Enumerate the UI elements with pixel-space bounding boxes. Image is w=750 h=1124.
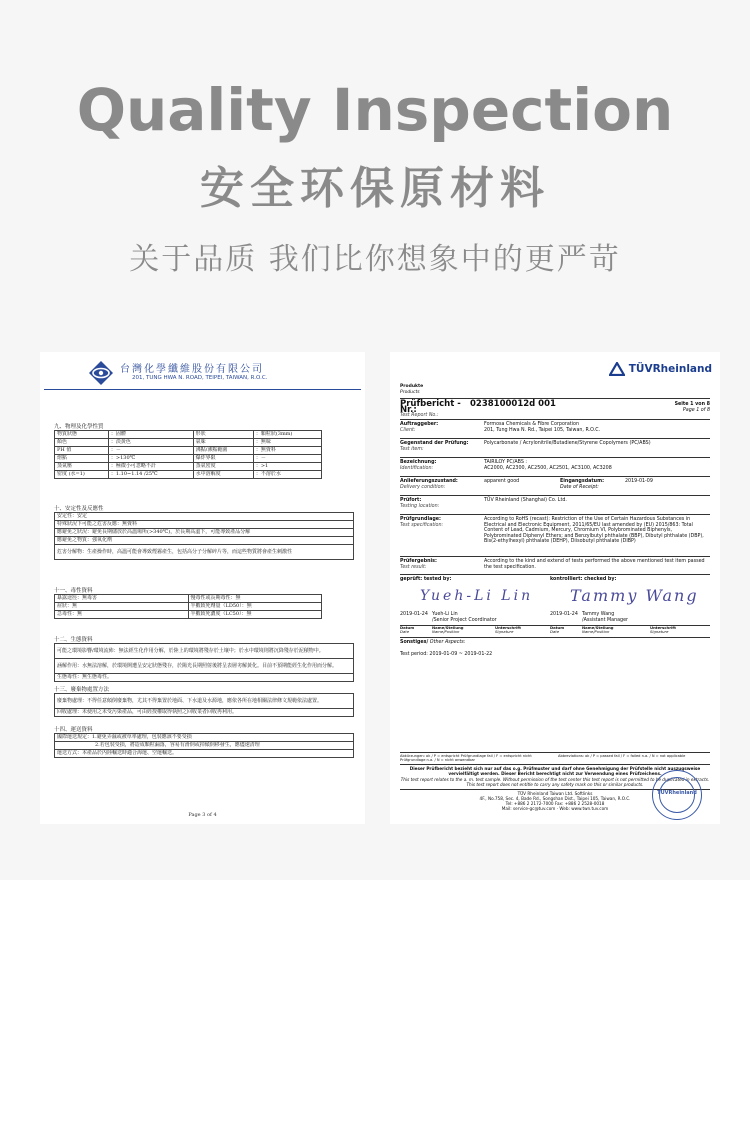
table-cell: 密度 (水=1) (55, 471, 109, 479)
table-row (55, 750, 354, 758)
item-label-en: Test item: (400, 446, 424, 452)
receipt-de: Eingangsdatum: (560, 479, 605, 484)
location-value: TÜV Rheinland (Shanghai) Co. Ltd. (484, 498, 567, 503)
disclaimer-de: Dieser Prüfbericht bezieht sich nur auf das o.g. Prüfmuster und darf ohne Genehmigung der Prüfstelle nicht auszugsweise vervielfältigt werden. Dieser Bericht berechtigt nicht zur Verwendung eines Prüfzeichens. (409, 766, 701, 776)
divider (400, 457, 710, 458)
table-row (55, 595, 322, 603)
table-cell: 爆炸界限 (193, 455, 253, 463)
table-row (55, 447, 322, 455)
signature-header (400, 625, 710, 635)
table-cell: 熔點 (55, 455, 109, 463)
hero-title-cn: 安全环保原材料 (200, 163, 550, 214)
table-row (55, 439, 322, 447)
table-row (55, 471, 322, 479)
section-14-title: 十四、運送資料 (54, 727, 93, 733)
table-cell: 物質狀態 (55, 431, 109, 439)
section-9-title: 九、物理及化學性質 (54, 424, 104, 430)
section-12-table (54, 643, 354, 682)
abbr-de: Abkürzungen: ok / P = entspricht Prüfgrundlage fail / F = entspricht nicht Prüfgrundlage n.a. / N = nicht anwendbar (400, 754, 532, 763)
table-cell: 暴露途徑：無毒害 (55, 595, 189, 603)
table-cell: 生態毒性：無生態毒性。 (55, 674, 354, 682)
divider (400, 574, 710, 575)
table-cell: 回收處理：未使用之未受污染產品，可由經授權取得執照之回收業者回收再利用。 (55, 709, 354, 717)
table-cell: 顏色 (55, 439, 109, 447)
stamp-text: TÜVRheinland (657, 790, 697, 796)
divider (400, 514, 710, 515)
table-cell: 涵解作用：水無法溶解，於環境開遭呈安定狀態殘存，於陽光長期照射後將呈表層劣解黃化。目前不預期能經生化作用而分解。 (55, 659, 354, 674)
table-cell: 水中溶解度 (193, 471, 253, 479)
company-name: 台灣化學纖維股份有限公司 (120, 364, 264, 375)
table-cell: ：1.10~1.14 /25℃ (108, 471, 193, 479)
section-10-title: 十、安定性及反應性 (54, 506, 104, 512)
table-cell: ：－ (253, 455, 321, 463)
other-label-en: Other Aspects: (429, 640, 466, 645)
table-row (55, 674, 354, 682)
hero-subtitle: 关于品质 我们比你想象中的更严苛 (129, 242, 621, 277)
msds-document (40, 352, 365, 824)
test-item-value: Polycarbonate / Acrylonitrile/Butadiene/Styrene Copolymers (PC/ABS) (484, 441, 651, 446)
ident-label-en: Identification: (400, 465, 434, 471)
hdr-date-en: Date (400, 629, 410, 635)
report-number-row (400, 399, 710, 419)
page-indicator (675, 402, 710, 413)
receipt-en: Date of Receipt: (560, 484, 599, 490)
receipt-date: 2019-01-09 (625, 479, 653, 484)
disclaimer-en: This test report relates to the a. m. test sample. Without permission of the test center this test report is not permitted to be duplicated in extracts. This test report does not entitle to carry any safety mark on this or similar products. (400, 777, 710, 787)
table-cell: 國際運送規定：1.避免弄濕或被草率處理，包裝應該不要受損 (55, 734, 354, 742)
footer-line-3: Tel: +886 2 2172-7000 Fax: +886 2 2528-0018 (505, 801, 605, 806)
table-row (55, 545, 354, 560)
hdr-date: Datum (400, 625, 415, 630)
tuv-logo (609, 362, 712, 376)
signer-details (400, 612, 710, 623)
table-cell: 特殊狀況下可能之危害反應：無資料 (55, 521, 354, 529)
table-cell: 急毒性：無 (55, 611, 189, 619)
table-cell: 應避免之狀況：避免長期儲放於高溫場所(>340℃)，於長期高溫下，可能導致產品分解 (55, 529, 354, 537)
test-report-document (390, 352, 720, 824)
footer-line-4: Mail: service-gc@tuv.com · Web: www.twn.tuv.com (501, 806, 609, 811)
table-cell: 安定性：安定 (55, 513, 354, 521)
divider (400, 476, 710, 477)
table-cell: ：>130℃ (108, 455, 193, 463)
cond-label-en: Delivery condition: (400, 484, 446, 490)
client-label-en: Client: (400, 427, 416, 433)
table-row (55, 644, 354, 659)
table-row (55, 734, 354, 742)
table-cell: 蒸氣密度 (193, 463, 253, 471)
table-row (55, 659, 354, 674)
table-row (55, 513, 354, 521)
identification-value: TAIRILOY PC/ABS : AC2000, AC2300, AC2500, AC2501, AC3100, AC3208 (484, 460, 612, 471)
item-label: Gegenstand der Prüfung: (400, 441, 469, 446)
footer-line-2: 4F., No.758, Sec. 4, Bade Rd., Songshan Dist., Taipei 105, Taiwan, R.O.C. (479, 796, 631, 801)
section-10-table (54, 512, 354, 560)
other-label: Sonstiges/ (400, 640, 429, 645)
divider (400, 752, 710, 753)
report-label-en: Test Report No.: (400, 413, 439, 419)
table-cell: ：>1 (253, 463, 321, 471)
hdr-name: Name/Stellung (432, 625, 464, 630)
signer-role-2: /Assistant Manager (582, 617, 629, 623)
client-value: Formosa Chemicals & Fibre Corporation 201, Tung Hwa N. Rd., Taipei 105, Taiwan, R.O.C. (484, 422, 601, 433)
divider (400, 438, 710, 439)
signer-name-2: Tammy Wang (582, 612, 615, 617)
page-number: Page 3 of 4 (188, 812, 217, 818)
company-logo-icon (88, 360, 114, 386)
sign-date-2: 2019-01-24 (550, 612, 578, 617)
table-cell: 蒸氣壓 (55, 463, 109, 471)
loc-label: Prüfort: (400, 498, 422, 503)
section-12-title: 十二、生態資料 (54, 637, 93, 643)
certification-stamp (652, 770, 702, 820)
divider (400, 419, 710, 420)
table-row (55, 463, 322, 471)
page-de: Seite 1 von 8 (674, 402, 710, 407)
table-cell: 危害分解物：生產操作時，高溫可能會導致煙霧產生，包括高分子分解碎片等，而這些物質將會產生刺激性 (55, 545, 354, 560)
specification-value: According to RoHS (recast): Restriction of the Use of Certain Hazardous Substances in Electrical and Electronic Equipment, 2011/65/EU last amended by (EU) 2015/863: Total Content of Lead, Cadmium, Mercury, Chromium VI, Polybrominated Biphenyls, Polybrominated Diphenyl Ethers; and Benzylbutyl phthalate (BBP), Dibutyl phthalate (DBP), Bis(2-ethylhexyl) phthalate (DEHP), Diisobutyl phthalate (DIBP) (484, 517, 704, 545)
delivery-value: apparent good (484, 479, 520, 484)
divider (400, 495, 710, 496)
table-cell: ：無資料 (253, 447, 321, 455)
hdr-sign: Unterschrift (495, 625, 521, 630)
table-row (55, 529, 354, 537)
loc-label-en: Testing location: (400, 503, 440, 509)
hdr-name-2: Name/Stellung (582, 625, 614, 630)
section-13-title: 十三、廢棄物處置方法 (54, 687, 110, 693)
table-row (55, 709, 354, 717)
section-11-title: 十一、毒性資料 (54, 588, 93, 594)
result-label-en: Test result: (400, 564, 427, 570)
table-row (55, 455, 322, 463)
signer-name-1: Yueh-Li Lin (432, 612, 458, 617)
tested-by-label: geprüft: tested by: (400, 577, 452, 582)
table-cell: 氣味 (193, 439, 253, 447)
divider (400, 637, 710, 638)
table-cell: 半數致死濃度（LC50）：無 (188, 611, 322, 619)
hdr-sign-en: Signature (495, 629, 514, 635)
signature-2: Tammy Wang (570, 586, 699, 605)
hdr-name-en: Name/Position (432, 629, 460, 635)
company-address: 201, TUNG HWA N. ROAD, TEIPEI, TAIWAN, R.O.C. (132, 375, 268, 381)
table-cell: ：極微小可忽略不計 (108, 463, 193, 471)
table-cell: ：不溶於水 (253, 471, 321, 479)
tuv-brand: TÜVRheinland (628, 363, 712, 375)
report-number: 0238100012d 001 (470, 399, 556, 409)
table-cell: ：淡黃色 (108, 439, 193, 447)
products-en: Products (400, 389, 420, 395)
letterhead-divider (44, 389, 361, 390)
result-value: According to the kind and extend of tests performed the above mentioned test item passed the test specification. (484, 559, 705, 570)
page-en: Page 1 of 8 (682, 407, 710, 413)
hdr-sign-2: Unterschrift (650, 625, 676, 630)
divider (400, 764, 710, 765)
table-cell: 半數致死劑量（LD50）：無 (188, 603, 322, 611)
hero-title-en: Quality Inspection (76, 76, 674, 144)
hdr-name-en-2: Name/Position (582, 629, 610, 635)
table-row (55, 537, 354, 545)
abbr-en: Abbreviations: ok / P = passed fail / F = failed n.a. / N = not applicable (558, 754, 686, 758)
spec-label: Prüfgrundlage: (400, 517, 441, 522)
result-label: Prüfergebnis: (400, 559, 437, 564)
client-label: Auftraggeber: (400, 422, 439, 427)
table-cell: 應避免之物質：強氧化劑 (55, 537, 354, 545)
table-cell: 運送方式：本產品於內陸輸送時適合海運、空運輸送。 (55, 750, 354, 758)
footer-line-1: TÜV Rheinland Taiwan Ltd. Softlinks (517, 791, 593, 796)
report-label-de: Prüfbericht - Nr.: (400, 399, 461, 415)
table-cell: 症狀：無 (55, 603, 189, 611)
section-13-table (54, 693, 354, 717)
spec-label-en: Test specification: (400, 522, 444, 528)
table-cell: 慢毒性或長期毒性：無 (188, 595, 322, 603)
checked-by-label: kontrolliert: checked by: (550, 577, 617, 582)
hdr-date-2: Datum (550, 625, 565, 630)
section-14-table (54, 733, 354, 758)
table-cell: 沸點/沸點範圍 (193, 447, 253, 455)
table-row (55, 694, 354, 709)
table-cell: 廢棄物處理：不得任意傾倒廢棄物，尤其不得棄置於地面、下水道及水源地，應依各所在地相關法律條文規範依法處置。 (55, 694, 354, 709)
table-row (55, 521, 354, 529)
sign-date-1: 2019-01-24 (400, 612, 428, 617)
signature-1: Yueh-Li Lin (420, 588, 534, 604)
triangle-logo-icon (609, 362, 625, 376)
table-row (55, 431, 322, 439)
section-11-table (54, 594, 322, 619)
cond-label: Anlieferungszustand: (400, 479, 458, 484)
divider (400, 556, 710, 557)
section-9-table (54, 430, 322, 479)
hdr-date-en-2: Date (550, 629, 560, 635)
table-row (55, 742, 354, 750)
table-row (55, 603, 322, 611)
signer-role-1: /Senior Project Coordinator (432, 617, 497, 623)
other-aspects-row (400, 640, 710, 646)
table-cell: ：固體 (108, 431, 193, 439)
table-cell: 2.若包裝受損，將造成顆粒漏落，容易有滑倒或掉傾倒移發生，應儘速清理 (55, 742, 354, 750)
products-de: Produkte (400, 384, 424, 389)
table-cell: 形狀 (193, 431, 253, 439)
test-period: Test period: 2019-01-09 ~ 2019-01-22 (400, 652, 493, 657)
hdr-sign-en-2: Signature (650, 629, 669, 635)
signers-row (400, 577, 710, 583)
ident-label: Bezeichnung: (400, 460, 437, 465)
products-label (400, 384, 423, 395)
table-cell: ：顆粒狀(3mm) (253, 431, 321, 439)
receipt-label (560, 479, 604, 490)
table-cell: 可能之環境影響/環境流佈：無法經生化作用分解，於陸上的環境將殘存於土壤中；於水中環境則將沉降殘存於泥積物中。 (55, 644, 354, 659)
table-cell: ：無味 (253, 439, 321, 447)
table-cell: PH 值 (55, 447, 109, 455)
table-row (55, 611, 322, 619)
table-cell: ：－ (108, 447, 193, 455)
